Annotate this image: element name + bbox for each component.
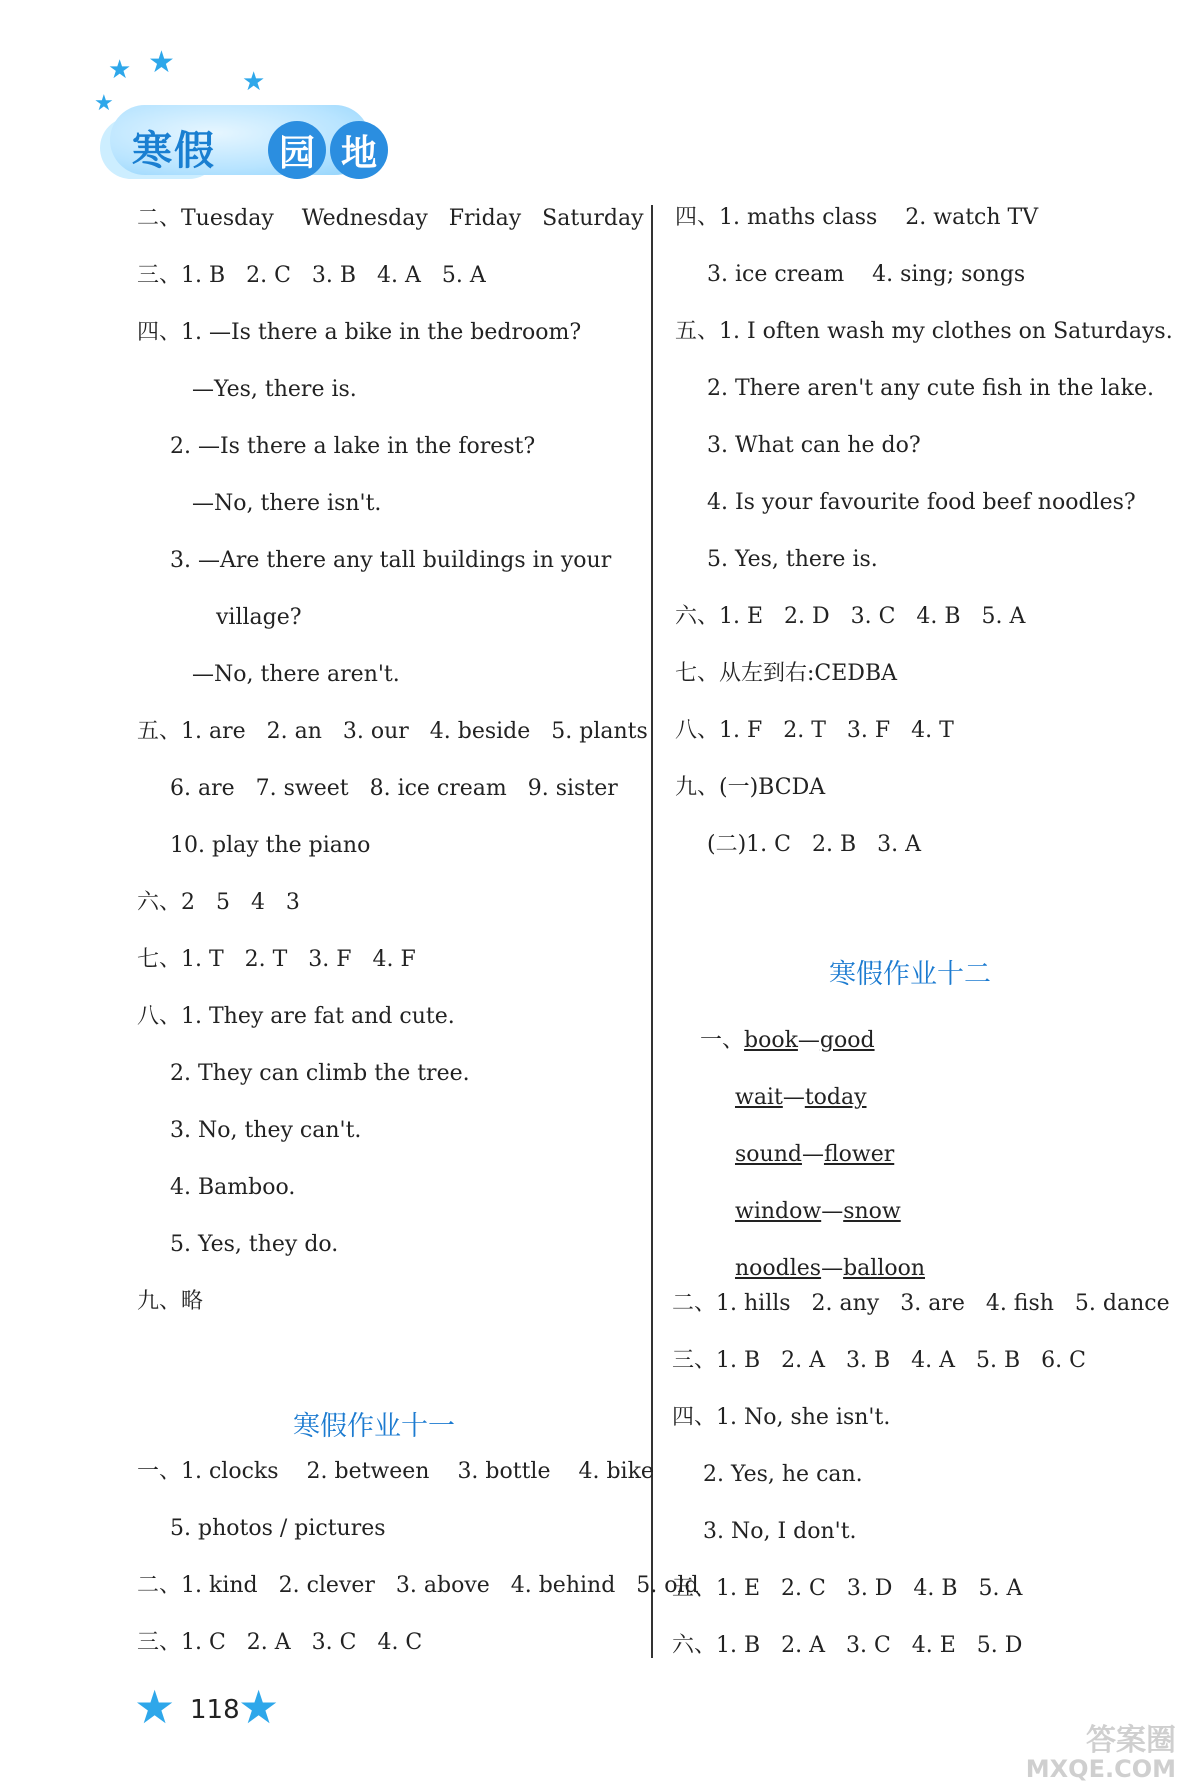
page-number: 118 [190, 1695, 240, 1725]
header-title: 寒假 [132, 128, 216, 174]
answer-line: 一、1. clocks 2. between 3. bottle 4. bike [137, 1459, 654, 1484]
word-a: wait [734, 1085, 783, 1110]
star-icon: ★ [148, 45, 175, 80]
answer-line: 八、1. They are fat and cute. [137, 1004, 455, 1029]
watermark [1026, 1725, 1176, 1782]
answer-line: 六、1. B 2. A 3. C 4. E 5. D [672, 1633, 1023, 1658]
answer-line: 八、1. F 2. T 3. F 4. T [675, 718, 954, 743]
word-sep: — [782, 1085, 805, 1110]
word-sep: — [801, 1142, 824, 1167]
answer-line: —Yes, there is. [192, 377, 357, 402]
answer-line: 3. No, I don't. [703, 1519, 857, 1544]
answer-line: 2. They can climb the tree. [170, 1061, 470, 1086]
answer-line: 二、1. hills 2. any 3. are 4. fish 5. dance [672, 1291, 1170, 1316]
answer-line: 3. ice cream 4. sing; songs [707, 262, 1026, 287]
word-sep: — [821, 1256, 844, 1281]
answer-line: 六、1. E 2. D 3. C 4. B 5. A [675, 604, 1026, 629]
word-a: window [734, 1199, 822, 1224]
answer-line: 二、1. kind 2. clever 3. above 4. behind 5. old [137, 1573, 699, 1598]
star-icon: ★ [238, 1680, 280, 1734]
word-b: flower [823, 1142, 895, 1167]
answer-line: 四、1. No, she isn't. [672, 1405, 891, 1430]
word-b: snow [843, 1199, 901, 1224]
word-sep: — [821, 1199, 844, 1224]
answer-line: —No, there isn't. [192, 491, 382, 516]
answer-line: 二、Tuesday Wednesday Friday Saturday [137, 206, 644, 231]
star-icon: ★ [242, 67, 266, 97]
word-a: book [744, 1028, 798, 1053]
answer-line: 4. Bamboo. [170, 1175, 296, 1200]
answer-line: 三、1. B 2. C 3. B 4. A 5. A [137, 263, 486, 288]
answer-line: 2. There aren't any cute fish in the lake. [707, 376, 1154, 401]
word-a: sound [734, 1142, 802, 1167]
word-b: balloon [843, 1256, 926, 1281]
word-sep: — [797, 1028, 820, 1053]
answer-line: 七、1. T 2. T 3. F 4. F [137, 947, 416, 972]
answer-line: 4. Is your favourite food beef noodles? [707, 490, 1136, 515]
star-icon: ★ [108, 55, 132, 85]
watermark-line: 答案圈 [1086, 1723, 1176, 1759]
answer-line: 五、1. I often wash my clothes on Saturdays. [675, 319, 1173, 344]
star-icon: ★ [134, 1680, 176, 1734]
answer-line: village? [216, 605, 302, 630]
word-a: noodles [734, 1256, 822, 1281]
page-header-logo [94, 45, 400, 185]
answer-line: 五、1. E 2. C 3. D 4. B 5. A [672, 1576, 1023, 1601]
answer-line: 三、1. C 2. A 3. C 4. C [137, 1630, 423, 1655]
answer-line: 九、略 [137, 1289, 204, 1314]
star-icon: ★ [94, 91, 114, 116]
answer-line: 四、1. maths class 2. watch TV [675, 205, 1039, 230]
answer-line: 四、1. —Is there a bike in the bedroom? [137, 320, 582, 345]
answer-line: 3. —Are there any tall buildings in your [170, 548, 612, 573]
answer-line: 九、(一)BCDA [675, 775, 826, 800]
answer-line: 2. —Is there a lake in the forest? [170, 434, 536, 459]
section-title: 寒假作业十二 [829, 959, 991, 990]
answer-line: 3. What can he do? [707, 433, 921, 458]
answer-line: 5. Yes, there is. [707, 547, 878, 572]
answer-line: 三、1. B 2. A 3. B 4. A 5. B 6. C [672, 1348, 1086, 1373]
answer-line: 六、2 5 4 3 [137, 890, 300, 915]
answer-line: 5. photos / pictures [170, 1516, 386, 1541]
section-title: 寒假作业十一 [293, 1411, 455, 1442]
answer-line: 七、从左到右:CEDBA [675, 661, 897, 686]
word-pair-prefix: 一、 [699, 1028, 744, 1053]
column-divider [651, 205, 653, 1658]
word-b: today [804, 1085, 867, 1110]
watermark-line: MXQE.COM [1025, 1754, 1176, 1783]
header-badge: 园 [268, 121, 326, 179]
answer-line: 5. Yes, they do. [170, 1232, 339, 1257]
answer-line: 2. Yes, he can. [703, 1462, 863, 1487]
header-badge: 地 [330, 121, 388, 179]
answer-line: —No, there aren't. [192, 662, 400, 687]
answer-line: (二)1. C 2. B 3. A [707, 832, 921, 857]
answer-line: 3. No, they can't. [170, 1118, 362, 1143]
answer-line: 10. play the piano [170, 833, 371, 858]
answer-line: 五、1. are 2. an 3. our 4. beside 5. plants [137, 719, 648, 744]
answer-line: 6. are 7. sweet 8. ice cream 9. sister [170, 776, 618, 801]
word-b: good [819, 1028, 875, 1053]
